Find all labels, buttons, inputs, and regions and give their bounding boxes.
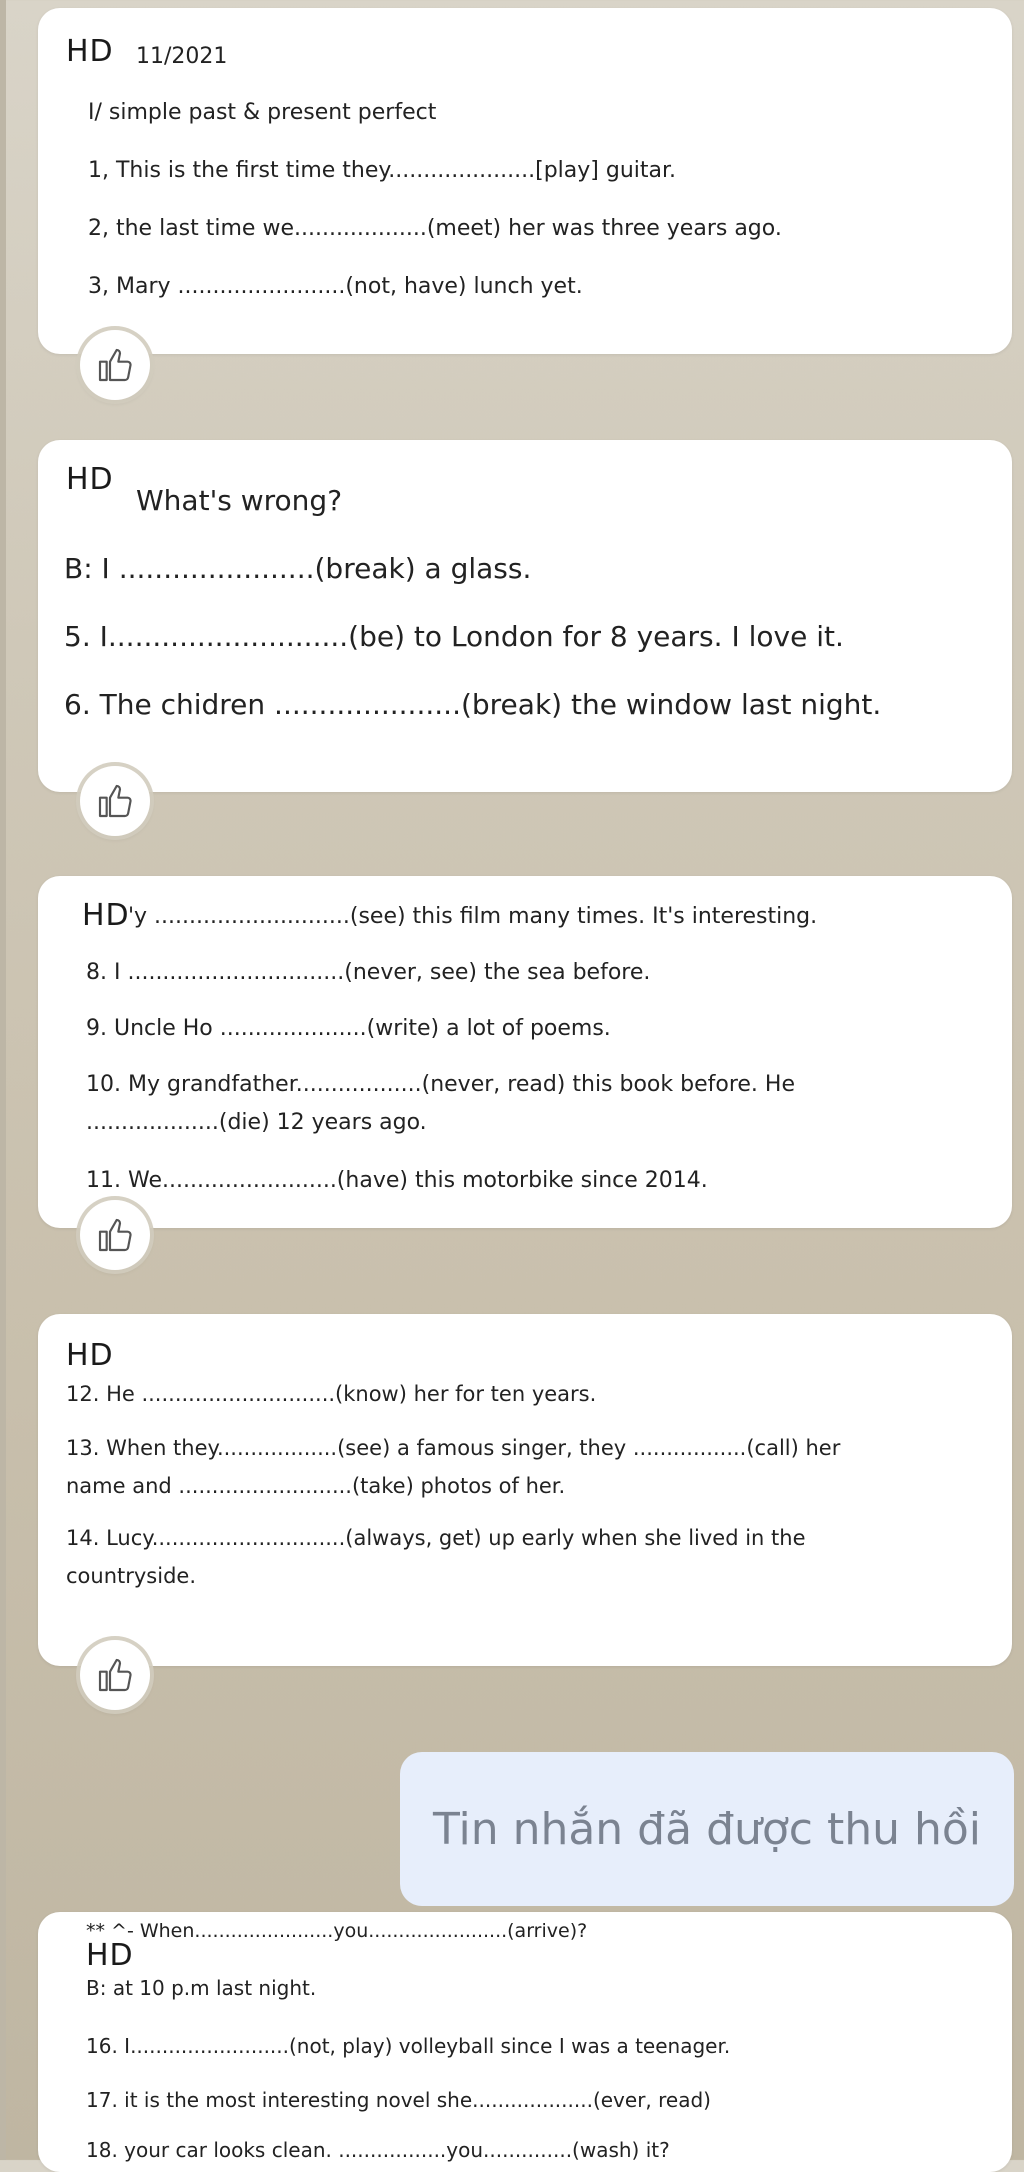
like-button[interactable] [80, 1640, 150, 1710]
message-line: 5. I...........................(be) to London for 8 years. I love it. [64, 620, 844, 653]
message-line: 11. We.........................(have) this motorbike since 2014. [86, 1168, 708, 1193]
message-card-4[interactable] [38, 1314, 1012, 1666]
sender-label: HD [66, 462, 114, 497]
message-card-1[interactable] [38, 8, 1012, 354]
message-card-5[interactable] [38, 1912, 1012, 2172]
message-line: B: I ......................(break) a glass. [64, 552, 532, 585]
message-line: 18. your car looks clean. .................you..............(wash) it? [86, 2138, 670, 2162]
message-line: 10. My grandfather..................(never, read) this book before. He [86, 1072, 795, 1097]
message-line: B: at 10 p.m last night. [86, 1976, 317, 2000]
message-line: ...................(die) 12 years ago. [86, 1110, 427, 1135]
message-date: 11/2021 [136, 44, 228, 69]
message-line: 3, Mary ........................(not, have) lunch yet. [88, 274, 583, 299]
message-card-3[interactable] [38, 876, 1012, 1228]
sender-label: HD [66, 34, 114, 69]
like-button[interactable] [80, 330, 150, 400]
message-line: 1, This is the first time they.....................[play] guitar. [88, 158, 677, 183]
thumbs-up-icon [95, 1215, 135, 1255]
sender-label: HD [82, 898, 130, 933]
thumbs-up-icon [95, 1655, 135, 1695]
message-line: 2, the last time we...................(meet) her was three years ago. [88, 216, 782, 241]
message-line: 6. The chidren .....................(break) the window last night. [64, 688, 882, 721]
message-line: 13. When they..................(see) a famous singer, they .................(call) her [66, 1436, 841, 1460]
message-line: 12. He .............................(know) her for ten years. [66, 1382, 597, 1406]
sender-label: HD [86, 1938, 134, 1973]
like-button[interactable] [80, 766, 150, 836]
recalled-message-text: Tin nhắn đã được thu hồi [432, 1803, 982, 1855]
message-line: I/ simple past & present perfect [88, 100, 437, 125]
message-line: countryside. [66, 1564, 197, 1588]
recalled-message-bubble[interactable] [400, 1752, 1014, 1906]
message-line: ** ^- When.......................you.......................(arrive)? [86, 1920, 588, 1942]
message-line: 16. I.........................(not, play) volleyball since I was a teenager. [86, 2034, 731, 2058]
thumbs-up-icon [95, 781, 135, 821]
message-card-2[interactable] [38, 440, 1012, 792]
message-line: name and ..........................(take) photos of her. [66, 1474, 566, 1498]
message-line: 'y ............................(see) this film many times. It's interesting. [128, 904, 818, 929]
like-button[interactable] [80, 1200, 150, 1270]
thumbs-up-icon [95, 345, 135, 385]
message-line: 8. I ...............................(never, see) the sea before. [86, 960, 651, 985]
message-line: 9. Uncle Ho .....................(write) a lot of poems. [86, 1016, 611, 1041]
sender-label: HD [66, 1338, 114, 1373]
message-line: What's wrong? [136, 484, 343, 517]
left-edge [0, 0, 6, 2160]
message-line: 14. Lucy.............................(always, get) up early when she lived in the [66, 1526, 806, 1550]
message-line: 17. it is the most interesting novel she...................(ever, read) [86, 2088, 711, 2112]
